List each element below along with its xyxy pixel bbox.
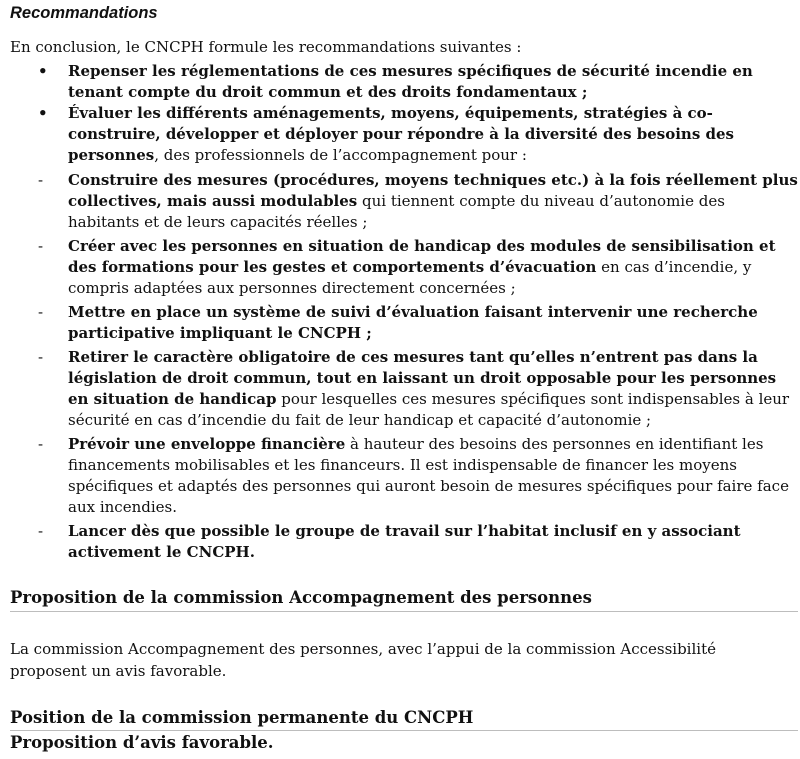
dash-list	[38, 170, 798, 566]
bullet-text: Évaluer les différents aménagements, moyens, équipements, stratégies à co-construire, développer et déployer pour répondre à la diversité des besoins des personnes	[68, 104, 734, 164]
intro-text: En conclusion, le CNCPH formule les recommandations suivantes :	[10, 38, 522, 56]
bullet-list	[38, 61, 800, 166]
bullet-item	[38, 61, 800, 103]
dash-rest: à hauteur des besoins des personnes en identifiant les financements mobilisables et les financeurs. Il est indispensable de financer les moyens spécifiques et adaptés des personnes qui auront besoin de mesures spécifiques pour faire face aux incendies.	[68, 435, 789, 516]
dash-lead: Créer avec les personnes en situation de handicap des modules de sensibilisation et des formations pour les gestes et comportements d’évacuation	[68, 237, 776, 276]
dash-item	[38, 521, 798, 563]
dash-mark: -	[38, 522, 44, 540]
proposition-title: Proposition de la commission Accompagnement des personnes	[10, 588, 592, 607]
position-subtitle: Proposition d’avis favorable.	[10, 733, 274, 752]
dash-lead: Mettre en place un système de suivi d’évaluation faisant intervenir une recherche participative impliquant le CNCPH ;	[68, 303, 758, 342]
proposition-text: La commission Accompagnement des personnes, avec l’appui de la commission Accessibilité proposent un avis favorable.	[10, 640, 716, 680]
section-divider	[10, 730, 798, 731]
recommandations-heading: Recommandations	[10, 4, 158, 22]
dash-item	[38, 347, 798, 431]
dash-mark: -	[38, 348, 44, 366]
bullet-text: Repenser les réglementations de ces mesures spécifiques de sécurité incendie en tenant compte du droit commun et des droits fondamentaux ;	[68, 62, 753, 101]
bullet-mark: •	[38, 104, 48, 122]
bullet-mark: •	[38, 62, 48, 80]
dash-rest: qui tiennent compte du niveau d’autonomie des habitants et de leurs capacités réelles ;	[68, 192, 725, 231]
bullet-trail: , des professionnels de l’accompagnement pour :	[154, 146, 527, 164]
bullet-item	[38, 103, 800, 166]
dash-lead: Prévoir une enveloppe financière	[68, 435, 346, 453]
dash-mark: -	[38, 435, 44, 453]
dash-item	[38, 302, 798, 344]
dash-item	[38, 170, 798, 233]
dash-lead: Retirer le caractère obligatoire de ces mesures tant qu’elles n’entrent pas dans la législation de droit commun, tout en laissant un droit opposable pour les personnes en situation de handicap	[68, 348, 777, 408]
dash-rest: pour lesquelles ces mesures spécifiques sont indispensables à leur sécurité en cas d’incendie du fait de leur handicap et capacité d’autonomie ;	[68, 390, 790, 429]
dash-mark: -	[38, 303, 44, 321]
dash-mark: -	[38, 171, 44, 189]
dash-rest: en cas d’incendie, y compris adaptées aux personnes directement concernées ;	[68, 258, 752, 297]
dash-mark: -	[38, 237, 44, 255]
dash-lead: Construire des mesures (procédures, moyens techniques etc.) à la fois réellement plus collectives, mais aussi modulables	[68, 171, 798, 210]
section-divider	[10, 611, 798, 612]
dash-item	[38, 434, 798, 518]
dash-item	[38, 236, 798, 299]
dash-lead: Lancer dès que possible le groupe de travail sur l’habitat inclusif en y associant activement le CNCPH.	[68, 522, 741, 561]
position-title: Position de la commission permanente du CNCPH	[10, 708, 474, 727]
